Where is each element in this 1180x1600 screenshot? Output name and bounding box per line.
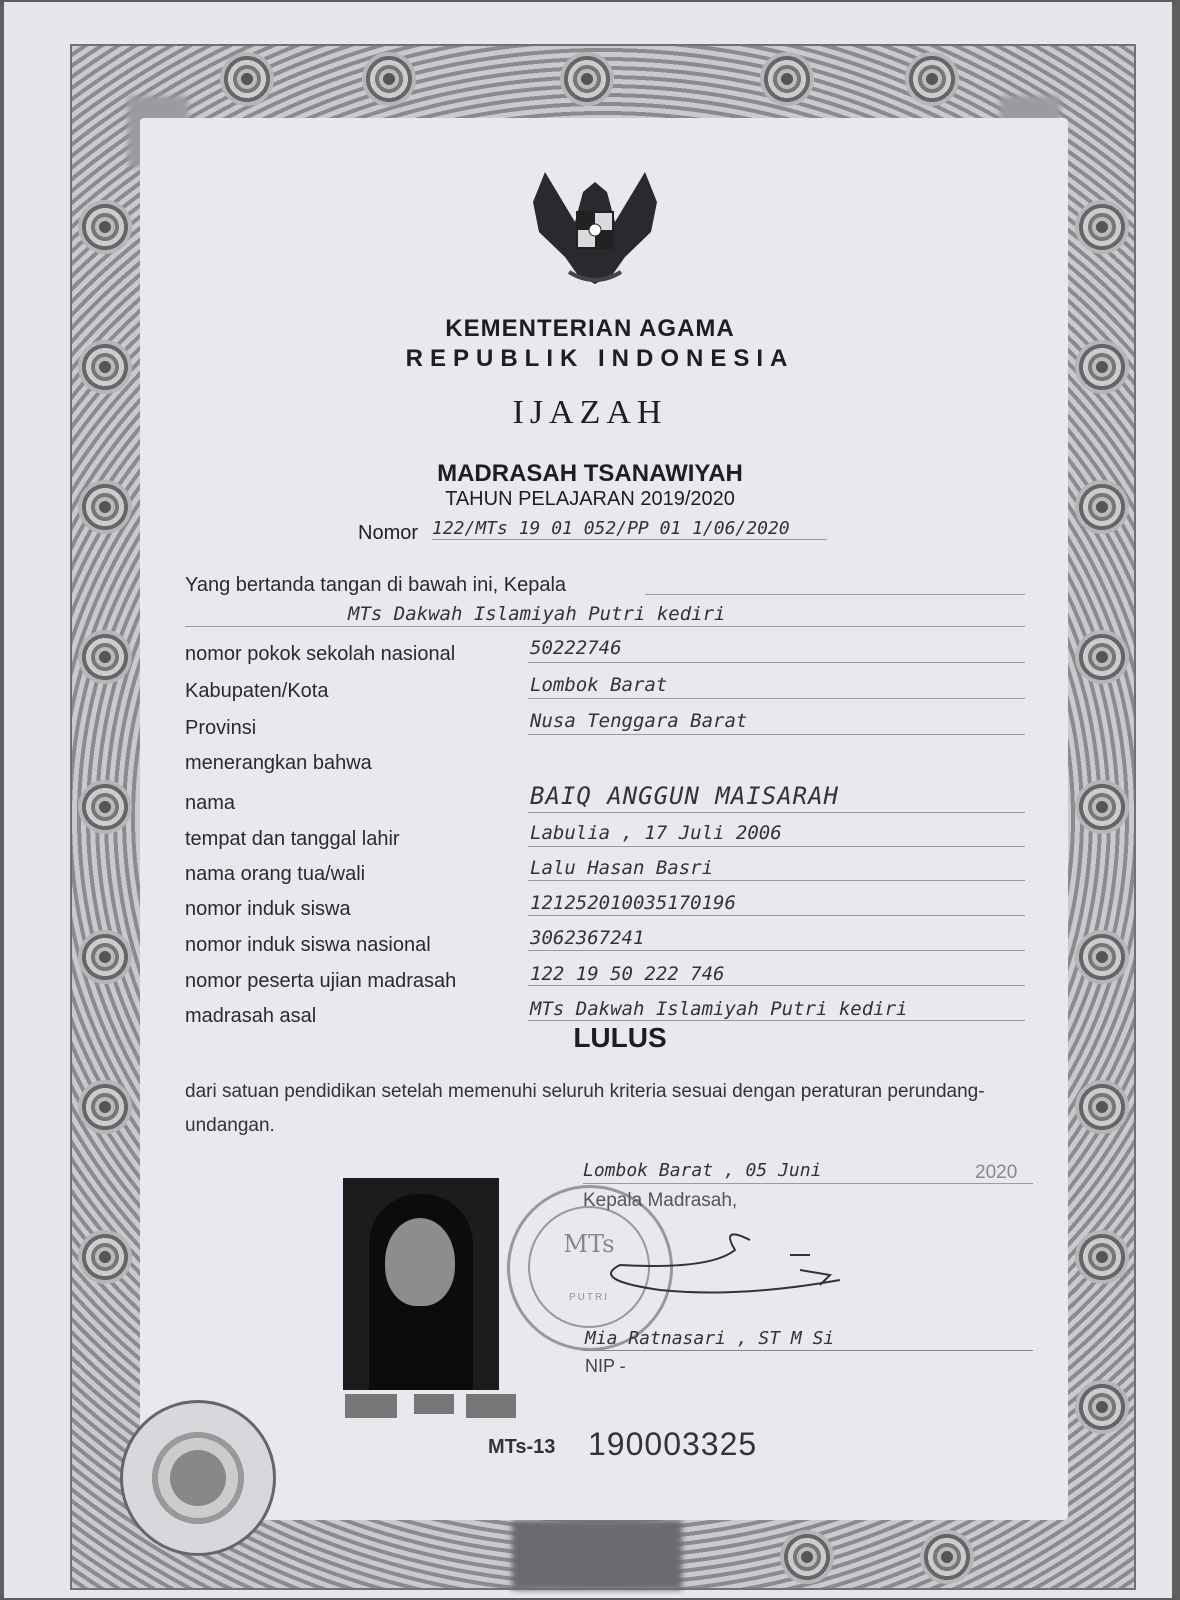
fill-line bbox=[528, 662, 1025, 663]
statement-text: menerangkan bahwa bbox=[185, 752, 372, 774]
photo-tab bbox=[466, 1394, 516, 1418]
fill-line bbox=[528, 985, 1025, 986]
border-rosette bbox=[220, 52, 274, 106]
closing-paragraph: dari satuan pendidikan setelah memenuhi seluruh kriteria sesuai dengan peraturan perundang-undangan. bbox=[185, 1081, 985, 1136]
stamp-main-text: MTs bbox=[563, 1230, 615, 1258]
fill-line bbox=[528, 1020, 1025, 1021]
border-rosette bbox=[1075, 1080, 1129, 1134]
ministry-seal bbox=[120, 1400, 276, 1556]
border-rosette bbox=[78, 780, 132, 834]
border-rosette bbox=[78, 1230, 132, 1284]
border-rosette bbox=[78, 200, 132, 254]
nomor-label: Nomor bbox=[358, 522, 419, 544]
field-label: madrasah asal bbox=[185, 1005, 317, 1027]
field-label: nama orang tua/wali bbox=[185, 863, 366, 885]
field-value: Lalu Hasan Basri bbox=[530, 857, 714, 879]
stamp-sub-text: PUTRI bbox=[569, 1292, 609, 1303]
serial-prefix: MTs-13 bbox=[488, 1436, 556, 1458]
border-rosette bbox=[920, 1530, 974, 1584]
field-label: tempat dan tanggal lahir bbox=[185, 828, 400, 850]
fill-line bbox=[528, 880, 1025, 881]
fill-line bbox=[528, 734, 1025, 735]
student-name: BAIQ ANGGUN MAISARAH bbox=[530, 782, 839, 810]
field-value: MTs Dakwah Islamiyah Putri kediri bbox=[530, 998, 908, 1020]
border-rosette bbox=[1075, 930, 1129, 984]
academic-year: TAHUN PELAJARAN 2019/2020 bbox=[445, 488, 735, 510]
blurred-code bbox=[512, 1520, 682, 1590]
fill-line bbox=[528, 846, 1025, 847]
document-title: IJAZAH bbox=[512, 394, 668, 431]
photo-face bbox=[385, 1218, 455, 1306]
photo-tab bbox=[414, 1394, 454, 1414]
result-lulus: LULUS bbox=[573, 1022, 667, 1053]
fill-line bbox=[528, 698, 1025, 699]
fill-line bbox=[528, 950, 1025, 951]
intro-school: MTs Dakwah Islamiyah Putri kediri bbox=[348, 603, 726, 625]
student-photo bbox=[343, 1178, 499, 1390]
serial-number: 190003325 bbox=[588, 1426, 758, 1462]
field-label: nomor induk siswa nasional bbox=[185, 934, 431, 956]
field-label: nama bbox=[185, 792, 236, 814]
fill-line bbox=[528, 915, 1025, 916]
border-rosette bbox=[1075, 630, 1129, 684]
border-rosette bbox=[78, 630, 132, 684]
field-label: nomor induk siswa bbox=[185, 898, 351, 920]
fill-line bbox=[583, 1183, 1033, 1184]
signatory-nip: NIP - bbox=[585, 1356, 626, 1376]
border-rosette bbox=[905, 52, 959, 106]
border-rosette bbox=[78, 930, 132, 984]
border-rosette bbox=[780, 1530, 834, 1584]
border-rosette bbox=[1075, 1230, 1129, 1284]
fill-line bbox=[185, 626, 1025, 627]
field-value: 121252010035170196 bbox=[530, 892, 736, 914]
field-value: 122 19 50 222 746 bbox=[530, 963, 725, 985]
handwritten-signature bbox=[600, 1220, 860, 1310]
field-label: nomor peserta ujian madrasah bbox=[185, 970, 457, 992]
fill-line bbox=[645, 594, 1025, 595]
school-level: MADRASAH TSANAWIYAH bbox=[437, 460, 743, 487]
garuda-emblem bbox=[525, 162, 665, 292]
border-rosette bbox=[1075, 200, 1129, 254]
signature-place-date: Lombok Barat , 05 Juni bbox=[583, 1160, 822, 1181]
fill-line bbox=[528, 812, 1025, 813]
border-rosette bbox=[362, 52, 416, 106]
ministry-heading: KEMENTERIAN AGAMA bbox=[445, 315, 735, 342]
border-rosette bbox=[760, 52, 814, 106]
field-label: nomor pokok sekolah nasional bbox=[185, 643, 456, 665]
field-label: Provinsi bbox=[185, 717, 257, 739]
field-value: 50222746 bbox=[530, 637, 622, 659]
intro-text: Yang bertanda tangan di bawah ini, Kepala bbox=[185, 574, 567, 596]
field-value: Lombok Barat bbox=[530, 674, 668, 696]
border-rosette bbox=[560, 52, 614, 106]
border-rosette bbox=[1075, 780, 1129, 834]
border-rosette bbox=[1075, 1380, 1129, 1434]
border-rosette bbox=[78, 1080, 132, 1134]
field-value: Nusa Tenggara Barat bbox=[530, 710, 748, 732]
republic-heading: REPUBLIK INDONESIA bbox=[405, 345, 795, 372]
field-value: Labulia , 17 Juli 2006 bbox=[530, 822, 782, 844]
field-value: 3062367241 bbox=[530, 927, 645, 949]
nomor-value: 122/MTs 19 01 052/PP 01 1/06/2020 bbox=[432, 518, 827, 540]
signatory-name: Mia Ratnasari , ST M Si bbox=[585, 1328, 835, 1349]
signature-year: 2020 bbox=[975, 1162, 1018, 1183]
field-label: Kabupaten/Kota bbox=[185, 680, 329, 702]
photo-tab bbox=[345, 1394, 397, 1418]
signature-title: Kepala Madrasah, bbox=[583, 1190, 738, 1211]
signature-line bbox=[583, 1350, 1033, 1351]
